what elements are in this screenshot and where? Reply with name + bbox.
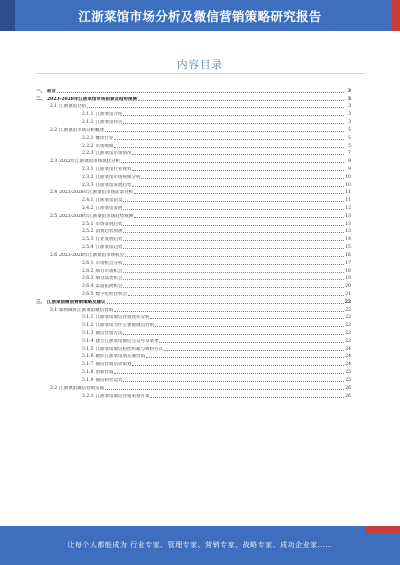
toc-entry-number: 2.2.3: [82, 151, 94, 157]
toc-entry-number: 2.3.3: [82, 182, 94, 188]
toc-entry-page: 5: [348, 127, 351, 133]
toc-entry-number: 2.6.2: [82, 268, 94, 274]
toc-entry-number: 2.3.2: [82, 174, 94, 180]
toc-entry-number: 2.6.3: [82, 276, 94, 282]
toc-entry[interactable]: [36, 203, 351, 211]
toc-entry-title: 江浙菜馆微信营销策略及建议: [47, 299, 106, 305]
toc-entry-number: 3.1.5: [82, 346, 94, 352]
toc-entry-title: 市场规模: [95, 143, 114, 149]
toc-entry[interactable]: [36, 211, 351, 219]
toc-entry-title: 餐饮行业: [95, 135, 114, 141]
toc-entry-number: 2.4: [50, 190, 58, 196]
toc-entry-title: 消费趋势预测: [95, 229, 123, 235]
header-red-tab: [392, 0, 400, 31]
toc-dot-leader: [105, 389, 344, 390]
toc-entry[interactable]: [36, 94, 351, 102]
toc-entry-title: 江浙菜馆行业现状: [95, 166, 132, 172]
toc-entry-title: 细分品类机会: [95, 276, 123, 282]
toc-entry-title: 江浙菜馆为什么要做微信营销: [95, 323, 154, 329]
toc-entry[interactable]: [36, 133, 351, 141]
toc-entry-page: 23: [345, 331, 351, 336]
toc-entry[interactable]: [36, 117, 351, 125]
toc-entry-page: 5: [348, 143, 351, 149]
toc-entry-page: 22: [345, 315, 351, 321]
toc-entry-title: 2023-2028年江浙菜馆市场机会: [59, 252, 125, 258]
toc-entry-page: 11: [345, 190, 351, 196]
toc-dot-leader: [114, 147, 344, 148]
toc-entry-page: 24: [345, 362, 351, 368]
toc-entry-page: 11: [345, 198, 351, 204]
toc-entry-title: 江浙菜馆微信营销现状分析: [95, 315, 150, 321]
toc-dot-leader: [123, 115, 344, 116]
toc-entry-title: 如何做好江浙菜馆微信营销: [59, 307, 114, 313]
toc-dot-leader: [134, 217, 344, 218]
toc-dot-leader: [123, 209, 344, 210]
toc-entry[interactable]: [36, 109, 351, 117]
toc-entry-number: 2.1.2: [82, 120, 94, 126]
toc-entry-title: 建立江浙菜馆微信公众号及菜单: [95, 338, 159, 344]
toc-entry[interactable]: [36, 383, 351, 391]
toc-entry[interactable]: [36, 313, 351, 321]
toc-entry-page: 20: [345, 284, 351, 290]
toc-entry-number: 2.2: [50, 127, 58, 133]
toc-entry[interactable]: [36, 258, 351, 266]
toc-entry[interactable]: [36, 180, 351, 188]
toc-entry-page: 26: [345, 393, 351, 399]
toc-dot-leader: [132, 154, 344, 155]
footer-red-corner: [366, 526, 400, 534]
toc-entry-page: 15: [345, 245, 351, 251]
toc-dot-leader: [138, 100, 344, 101]
toc-entry-page: 22: [344, 299, 351, 305]
toc-entry-number: 2.5: [50, 213, 58, 219]
toc-entry-page: 25: [345, 377, 351, 383]
toc-entry-page: 10: [345, 182, 351, 188]
toc-entry[interactable]: [36, 281, 351, 289]
toc-dot-leader: [132, 170, 344, 171]
toc-entry-page: 19: [345, 276, 351, 282]
toc-entry-page: 3: [347, 88, 351, 94]
toc-entry[interactable]: [36, 242, 351, 250]
toc-entry-number: 2.1.1: [82, 112, 94, 118]
toc-entry-page: 18: [345, 268, 351, 274]
toc-entry[interactable]: [36, 102, 351, 110]
toc-entry-page: 23: [345, 338, 351, 344]
toc-entry-number: 2.2.1: [82, 135, 94, 141]
toc-entry-number: 3.1.7: [82, 362, 94, 368]
toc-entry-number: 2.5.2: [82, 229, 94, 235]
toc-entry-page: 9: [348, 166, 351, 172]
toc-divider: [36, 73, 365, 74]
toc-entry-page: 7: [348, 151, 351, 157]
toc-entry-page: 3: [348, 112, 351, 118]
footer-banner: [0, 526, 400, 565]
toc-entry[interactable]: [36, 336, 351, 344]
toc-entry[interactable]: [36, 375, 351, 383]
toc-entry-title: 市场发展趋势: [95, 221, 123, 227]
toc-entry-number: 2.6: [50, 252, 58, 258]
toc-entry[interactable]: [36, 266, 351, 274]
toc-entry-title: 渠道拓展机会: [95, 284, 123, 290]
toc-entry[interactable]: [36, 195, 351, 203]
toc-entry-number: 3.2.1: [82, 393, 94, 399]
toc-dot-leader: [125, 256, 344, 257]
toc-dot-leader: [87, 107, 344, 108]
toc-entry-page: 22: [345, 307, 351, 313]
toc-entry-number: 3.2: [50, 385, 58, 391]
toc-entry-title: 2022年江浙菜馆市场现状分析: [59, 159, 121, 165]
toc-entry-number: 2.3: [50, 159, 58, 165]
toc-entry[interactable]: [36, 320, 351, 328]
toc-entry[interactable]: [36, 188, 351, 196]
toc-entry[interactable]: [36, 297, 351, 305]
toc-dot-leader: [123, 225, 344, 226]
toc-entry-number: 2.4.1: [82, 198, 94, 204]
toc-entry-page: 13: [345, 229, 351, 235]
toc-entry-number: 2.1: [50, 104, 58, 110]
toc-entry-title: 江浙菜馆市场情况: [95, 151, 132, 157]
toc-entry[interactable]: [36, 367, 351, 375]
toc-entry-page: 3: [347, 96, 351, 102]
toc-entry-page: 17: [345, 260, 351, 266]
toc-entry-page: 24: [345, 354, 351, 360]
toc-entry-title: 行业发展趋势: [95, 237, 123, 243]
toc-entry-number: 3.1: [50, 307, 58, 313]
toc-entry[interactable]: [36, 141, 351, 149]
toc-entry[interactable]: [36, 305, 351, 313]
toc-entry-page: 3: [348, 104, 351, 110]
toc-dot-leader: [107, 303, 344, 304]
toc-entry-title: 江浙菜馆微信营销策划方案: [95, 393, 150, 399]
toc-entry-title: 江浙菜馆市场分析概述: [59, 127, 105, 133]
toc-entry-title: 微信营销活动策划: [95, 362, 132, 368]
toc-entry[interactable]: [36, 289, 351, 297]
toc-entry-page: 23: [345, 323, 351, 329]
table-of-contents: [36, 86, 351, 399]
toc-entry[interactable]: [36, 219, 351, 227]
toc-dot-leader: [150, 397, 344, 398]
toc-entry-page: 12: [345, 206, 351, 211]
toc-entry[interactable]: [36, 172, 351, 180]
toc-entry-page: 5: [348, 135, 351, 141]
toc-entry[interactable]: [36, 164, 351, 172]
header-banner: [0, 0, 400, 31]
toc-entry-number: 3.1.4: [82, 338, 94, 344]
toc-entry-page: 16: [345, 252, 351, 258]
toc-entry-page: 26: [345, 385, 351, 391]
toc-entry-title: 2023-2028年江浙菜馆市场趋势预测: [59, 213, 134, 219]
toc-dot-leader: [132, 365, 344, 366]
toc-entry[interactable]: [36, 125, 351, 133]
toc-entry-title: 做好江浙菜馆朋友圈营销: [95, 354, 145, 360]
toc-entry[interactable]: [36, 344, 351, 352]
toc-entry-page: 10: [345, 174, 351, 180]
toc-entry-number: 2.5.1: [82, 221, 94, 227]
toc-heading: 内容目录: [177, 59, 223, 71]
toc-entry-number: 2.4.2: [82, 206, 94, 211]
toc-entry-title: 细分市场机会: [95, 268, 123, 274]
toc-dot-leader: [132, 186, 344, 187]
toc-dot-leader: [123, 381, 344, 382]
toc-entry[interactable]: [36, 234, 351, 242]
toc-entry-number: 3.1.3: [82, 331, 94, 336]
toc-entry-title: 前言: [47, 88, 56, 94]
toc-entry-number: 二、: [36, 96, 45, 102]
toc-entry-number: 2.3.1: [82, 166, 94, 172]
toc-entry[interactable]: [36, 86, 351, 94]
toc-dot-leader: [123, 232, 344, 233]
toc-entry-number: 3.1.1: [82, 315, 94, 321]
toc-entry-title: 江浙菜馆发展: [95, 206, 123, 211]
toc-entry[interactable]: [36, 352, 351, 360]
toc-entry-page: 25: [345, 370, 351, 376]
toc-dot-leader: [57, 92, 344, 93]
toc-entry-title: 江浙菜馆市场规模分析: [95, 174, 141, 180]
toc-entry-number: 2.6.4: [82, 284, 94, 290]
toc-dot-leader: [114, 373, 344, 374]
toc-dot-leader: [123, 240, 344, 241]
toc-entry-number: 2.6.1: [82, 260, 94, 266]
toc-entry[interactable]: [36, 391, 351, 399]
toc-dot-leader: [128, 295, 344, 296]
toc-dot-leader: [123, 201, 344, 202]
toc-dot-leader: [123, 334, 344, 335]
toc-entry-page: 24: [345, 346, 351, 352]
toc-entry-number: 三、: [36, 299, 45, 305]
toc-entry-title: 江浙菜馆介绍: [59, 104, 87, 110]
toc-entry-number: 3.1.9: [82, 377, 94, 383]
toc-entry-title: 江浙菜馆微信营销实战: [59, 385, 105, 391]
toc-entry-number: 3.1.6: [82, 354, 94, 360]
toc-entry-page: 13: [345, 221, 351, 227]
toc-entry-title: 江浙菜馆趋势: [95, 245, 123, 251]
toc-entry-number: 2.6.5: [82, 291, 94, 297]
toc-dot-leader: [134, 193, 344, 194]
toc-dot-leader: [141, 178, 344, 179]
toc-entry[interactable]: [36, 328, 351, 336]
toc-entry-title: 微信营销方法: [95, 331, 123, 336]
toc-dot-leader: [164, 350, 344, 351]
toc-entry[interactable]: [36, 359, 351, 367]
toc-entry-title: 微信粉丝运营: [95, 377, 123, 383]
toc-entry-number: 一、: [36, 88, 45, 94]
toc-entry[interactable]: [36, 149, 351, 157]
toc-dot-leader: [114, 139, 344, 140]
toc-entry-title: 江浙菜馆微信粉丝积累与吸粉方式: [95, 346, 163, 352]
toc-entry-title: 江浙菜馆前景: [95, 198, 123, 204]
toc-dot-leader: [123, 248, 344, 249]
toc-entry-number: 2.2.2: [82, 143, 94, 149]
toc-entry-page: 13: [345, 213, 351, 219]
toc-entry-title: 市场机会分析: [95, 260, 123, 266]
toc-entry-title: 创新营销: [95, 370, 114, 376]
footer-slogan: 让每个人都能成为 行业专家、管理专家、营销专家、战略专家、成功企业家……: [67, 541, 333, 549]
toc-entry-title: 2023-2028年江浙菜馆市场前景及趋势预测: [47, 96, 137, 102]
toc-entry[interactable]: [36, 250, 351, 258]
toc-dot-leader: [146, 357, 344, 358]
toc-entry-title: 2023-2028年江浙菜馆市场前景分析: [59, 190, 134, 196]
toc-entry-number: 3.1.8: [82, 370, 94, 376]
toc-dot-leader: [105, 131, 344, 132]
toc-entry-title: 江浙菜馆发展趋势: [95, 182, 132, 188]
toc-entry-number: 2.5.3: [82, 237, 94, 243]
toc-entry-title: 数字化经营机会: [95, 291, 127, 297]
toc-entry[interactable]: [36, 227, 351, 235]
toc-entry-page: 9: [348, 159, 351, 165]
toc-dot-leader: [155, 326, 344, 327]
toc-entry-page: 3: [348, 120, 351, 126]
toc-entry-page: 21: [345, 291, 351, 297]
toc-dot-leader: [123, 279, 344, 280]
toc-entry-number: 3.1.2: [82, 323, 94, 329]
toc-dot-leader: [150, 318, 344, 319]
toc-dot-leader: [123, 272, 344, 273]
toc-dot-leader: [121, 162, 344, 163]
toc-entry-title: 江浙菜馆介绍: [95, 112, 123, 118]
toc-entry[interactable]: [36, 156, 351, 164]
toc-entry-number: 2.5.4: [82, 245, 94, 251]
toc-entry-title: 江浙菜馆特点: [95, 120, 123, 126]
toc-dot-leader: [123, 264, 344, 265]
toc-dot-leader: [123, 123, 344, 124]
toc-dot-leader: [159, 342, 344, 343]
toc-entry-page: 14: [345, 237, 351, 243]
toc-dot-leader: [123, 287, 344, 288]
document-title: 江浙菜馆市场分析及微信营销策略研究报告: [78, 9, 322, 24]
toc-dot-leader: [114, 311, 344, 312]
toc-entry[interactable]: [36, 274, 351, 282]
